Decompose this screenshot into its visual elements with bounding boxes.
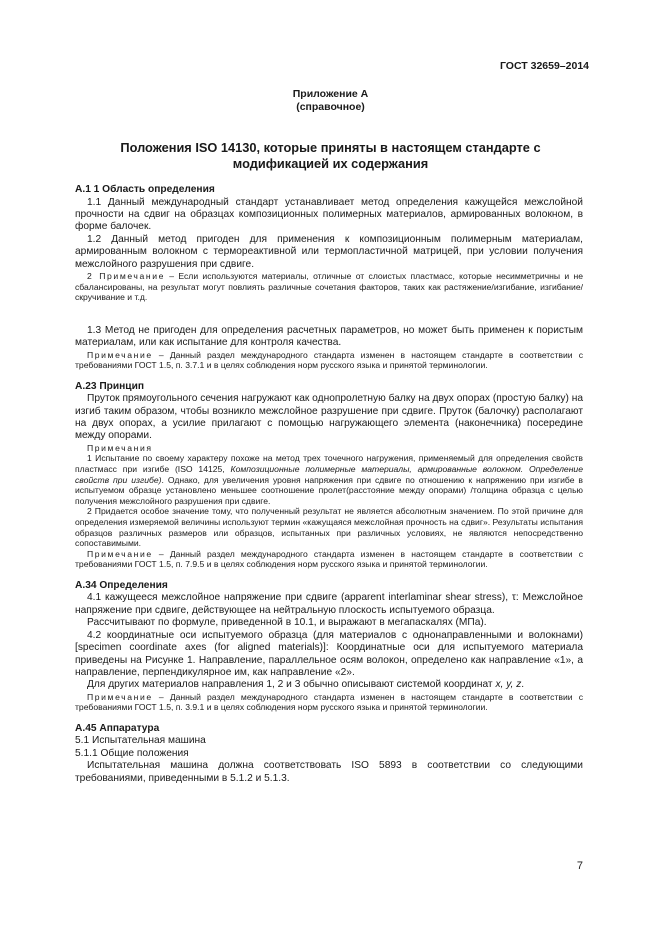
apparatus-paragraph: Испытательная машина должна соответствовать ISO 5893 в соответствии со следующими требованиями, приведенными в 5.1.2 и 5.1.3. xyxy=(75,760,583,784)
principle-paragraph: Пруток прямоугольного сечения нагружают как однопролетную балку на двух опорах (простую балку) на изгиб таким образом, чтобы возникло межслойное разрушение при сдвиге. Пруток (балочку) располагают на двух опорах, а усилие прилагают с помощью нагружающего элемента (наконечника) посередине между опорами. xyxy=(75,393,583,442)
appendix-heading xyxy=(0,88,661,114)
note-label: Примечание xyxy=(87,691,153,702)
subsection-5-1-1: 5.1.1 Общие положения xyxy=(75,747,189,759)
note-label: Примечание xyxy=(87,548,153,559)
coordinate-paragraph xyxy=(75,679,583,691)
paragraph-1-1: 1.1 Данный международный стандарт устанавливает метод определения кажущейся межслойной прочности на сдвиг на образцах композиционных полимерных материалов, армированных волокном, в форме балочек. xyxy=(75,196,583,233)
note-text: – Данный раздел международного стандарта изменен в настоящем стандарте в соответствии с требованиями ГОСТ 1.5, п. 3.7.1 и в целях соблюдения норм русского языка и принятой терминологии. xyxy=(75,349,583,371)
coord-text-b: . xyxy=(521,679,525,691)
note-label: Примечание xyxy=(87,349,153,360)
title-line-2: модификацией их содержания xyxy=(232,156,429,171)
paragraph-1-2: 1.2 Данный метод пригоден для применения к композиционным полимерным материалам, армированным волокном с термореактивной или термопластичной матрицей, при условии получения межслойного разрушения при сдвиге. xyxy=(75,233,583,270)
note-1 xyxy=(75,453,583,506)
note-text: – Данный раздел международного стандарта изменен в настоящем стандарте в соответствии с требованиями ГОСТ 1.5, п. 7.9.5 и в целях соблюдения норм русского языка и принятой терминологии. xyxy=(75,548,583,570)
paragraph-1-3: 1.3 Метод не пригоден для определения расчетных параметров, но может быть применен к пористым материалам, или как испытание для контроля качества. xyxy=(75,324,583,349)
note-paragraph xyxy=(75,271,583,303)
note-label: 2 Примечание xyxy=(87,270,166,281)
subsection-5-1: 5.1 Испытательная машина xyxy=(75,735,206,747)
note-paragraph xyxy=(75,350,583,371)
note-paragraph xyxy=(75,549,583,570)
page-number: 7 xyxy=(576,860,583,872)
formula-reference: Рассчитывают по формуле, приведенной в 10.1, и выражают в мегапаскалях (МПа). xyxy=(87,617,487,629)
definition-4-1: 4.1 кажущееся межслойное напряжение при сдвиге (apparent interlaminar shear stress), τ: Межслойное напряжение при сдвиге, действующее на нейтральную плоскость испытуемого образца. xyxy=(75,592,583,616)
document-body xyxy=(75,184,583,785)
note-1-text-b: . Однако, для увеличения уровня напряжения при сдвиге по отношению к напряжению при изгибе в испытуемом образце установлено меньшее соотношение пролет(расстояние между опорами) /толщина образца с целью получения межслойного разрушения при сдвиге. xyxy=(75,474,583,506)
document-code: ГОСТ 32659–2014 xyxy=(499,60,589,72)
definition-4-2: 4.2 координатные оси испытуемого образца (для материалов с однонаправленными и волокнами) [specimen coordinate axes (for aligned materials)]: Координатные оси для испытуемого материала приведены на Рисунке 1. Направление, параллельное осям волокон, определено как направление «1», а направление, перпендикулярное им, как направление «2». xyxy=(75,629,583,678)
section-heading-a2: А.23 Принцип xyxy=(75,380,144,392)
note-1-citation: Композиционные полимерные материалы, армированные волокном. Определение свойств при изгибе) xyxy=(75,464,583,485)
title-line-1: Положения ISO 14130, которые приняты в настоящем стандарте с xyxy=(120,140,541,155)
page-title xyxy=(90,140,571,172)
note-2: 2 Придается особое значение тому, что полученный результат не является абсолютным значением. По этой причине для определения измеряемой величины используют термин «кажущаяся межслойная прочность на сдвиг». Результаты испытания образцов различных размеров или образцов, испытанных при различных условиях, не являются непосредственно сопоставимыми. xyxy=(75,506,583,549)
coord-text-a: Для других материалов направления 1, 2 и 3 обычно описывают системой координат xyxy=(87,679,496,691)
coord-axes: x, y, z xyxy=(495,679,522,691)
note-1-text-a: 1 Испытание по своему характеру похоже на метод трех точечного нагружения, применяемый для определения свойств пластмасс при изгибе (ISO 14125, xyxy=(75,453,583,475)
section-heading-a4: А.45 Аппаратура xyxy=(75,722,160,734)
note-text: – Если используются материалы, отличные от слоистых пластмасс, которые несимметричны и не сбалансированы, на результат могут повлиять различные сочетания факторов, таких как растяжение/изгибание, изгибание/скручивание и т.д. xyxy=(75,270,583,303)
note-text: – Данный раздел международного стандарта изменен в настоящем стандарте в соответствии с требованиями ГОСТ 1.5, п. 3.9.1 и в целях соблюдения норм русского языка и принятой терминологии. xyxy=(75,691,583,713)
notes-label-text: Примечания xyxy=(87,442,153,453)
appendix-title: Приложение А xyxy=(292,88,369,100)
section-heading-a1: А.1 1 Область определения xyxy=(75,184,215,195)
note-paragraph xyxy=(75,692,583,713)
appendix-subtitle: (справочное) xyxy=(296,101,365,113)
section-heading-a3: А.34 Определения xyxy=(75,579,168,591)
notes-label xyxy=(75,443,583,454)
